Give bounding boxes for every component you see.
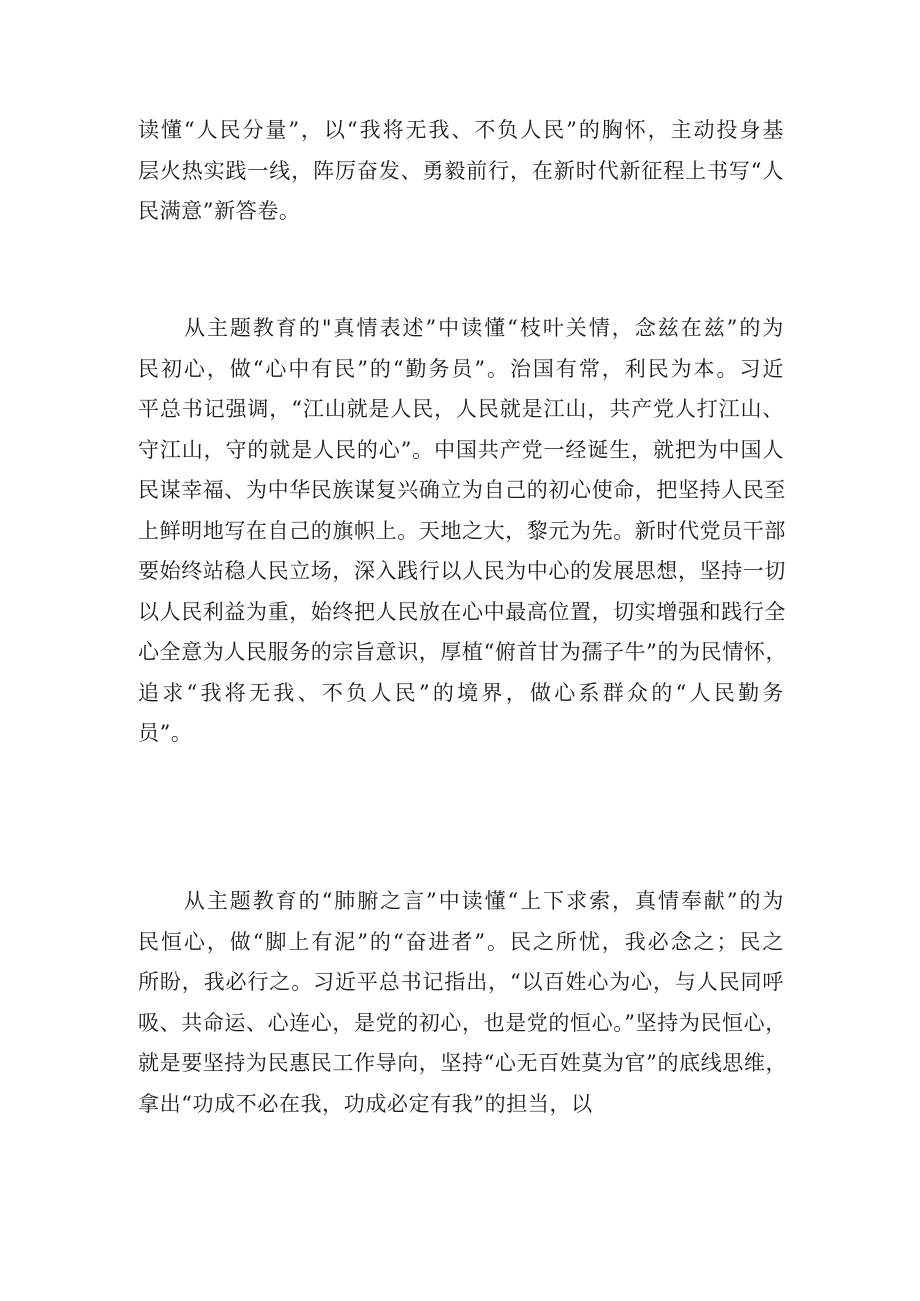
text-line: 民谋幸福、为中华民族谋复兴确立为自己的初心使命，把坚持人民至	[138, 478, 786, 502]
text-line: 所盼，我必行之。习近平总书记指出，“以百姓心为心，与人民同呼	[138, 970, 784, 994]
text-line: 守江山，守的就是人民的心”。中国共产党一经诞生，就把为中国人	[138, 437, 784, 462]
text-line: 心全意为人民服务的宗旨意识，厚植“俯首甘为孺子牛”的为民情怀，	[138, 640, 788, 664]
text-line: 从主题教育的“肺腑之言”中读懂“上下求索，真情奉献”的为	[138, 889, 784, 913]
text-line: 上鲜明地写在自己的旗帜上。天地之大，黎元为先。新时代党员干部	[138, 518, 786, 543]
text-line: 平总书记强调，“江山就是人民，人民就是江山，共产党人打江山、	[138, 397, 784, 421]
text-line: 要始终站稳人民立场，深入践行以人民为中心的发展思想，坚持一切	[138, 559, 786, 583]
paragraph-1	[138, 110, 784, 232]
text-line: 就是要坚持为民惠民工作导向，坚持“心无百姓莫为官”的底线思维，	[138, 1051, 788, 1075]
text-line: 员”。	[138, 721, 193, 745]
text-line: 以人民利益为重，始终把人民放在心中最高位置，切实增强和践行全	[138, 599, 786, 624]
text-line: 吸、共命运、心连心，是党的初心，也是党的恒心。”坚持为民恒心，	[138, 1010, 787, 1035]
text-line: 层火热实践一线，阵厉奋发、勇毅前行，在新时代新征程上书写“人	[138, 158, 784, 183]
text-line: 民满意”新答卷。	[138, 199, 301, 223]
paragraph-2	[138, 308, 788, 754]
text-line: 民恒心，做“脚上有泥”的“奋进者”。民之所忧，我必念之；民之	[138, 929, 784, 954]
text-line: 民初心，做“心中有民”的“勤务员”。治国有常，利民为本。习近	[138, 356, 784, 381]
text-line: 追求“我将无我、不负人民”的境界，做心系群众的“人民勤务	[138, 680, 784, 705]
text-line: 拿出“功成不必在我，功成必定有我”的担当，以	[138, 1091, 593, 1116]
text-line: 读懂“人民分量”，以“我将无我、不负人民”的胸怀，主动投身基	[138, 118, 784, 142]
text-line: 从主题教育的"真情表述”中读懂“枝叶关情，念兹在兹”的为	[138, 316, 784, 340]
paragraph-3	[138, 881, 788, 1124]
